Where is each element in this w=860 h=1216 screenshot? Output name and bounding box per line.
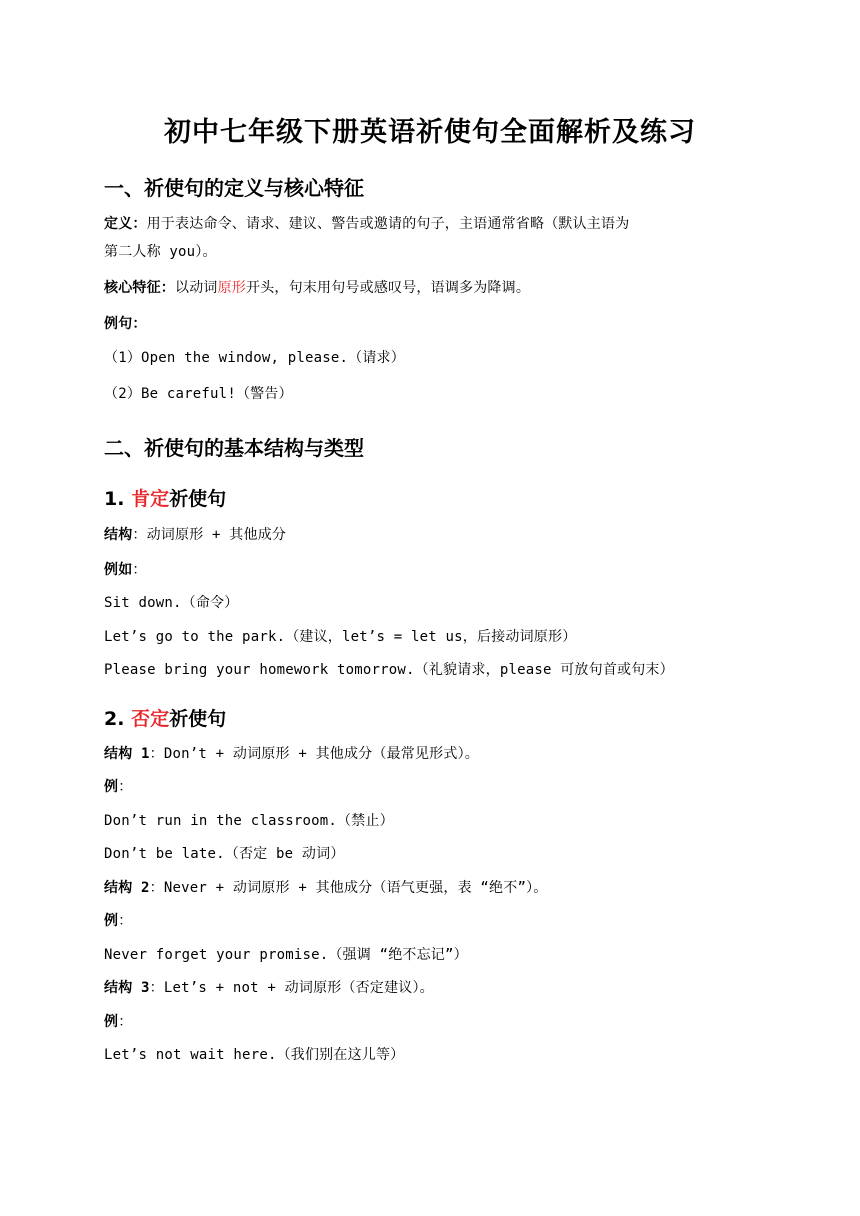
definition-line-2: 第二人称 you）。	[104, 244, 217, 260]
feature-label: 核心特征：	[104, 280, 175, 296]
structure-text: ：动词原形 + 其他成分	[132, 527, 287, 543]
example-line: Sit down.（命令）	[104, 595, 239, 611]
example-line: （2）Be careful!（警告）	[104, 386, 293, 402]
example-line: Please bring your homework tomorrow.（礼貌请求，please 可放句首或句末）	[104, 662, 674, 678]
example-label: 例：	[104, 913, 133, 929]
subsection-number: 2.	[104, 708, 132, 730]
subsection-1-heading	[104, 484, 226, 511]
definition-line-1	[104, 213, 629, 233]
example-line: Don’t be late.（否定 be 动词）	[104, 846, 345, 862]
section-1-heading: 一、祈使句的定义与核心特征	[104, 176, 364, 200]
example-line: Don’t run in the classroom.（禁止）	[104, 813, 394, 829]
structure-label: 结构 3	[104, 980, 150, 996]
feature-line	[104, 277, 530, 297]
feature-text-highlight: 原形	[217, 280, 247, 296]
subsection-title: 祈使句	[169, 708, 227, 730]
subsection-2-heading	[104, 704, 226, 731]
subsection-title: 祈使句	[169, 488, 227, 510]
example-line: Let’s go to the park.（建议，let’s = let us，后接动词原形）	[104, 629, 577, 645]
structure-label: 结构	[104, 527, 133, 543]
example-label: 例：	[104, 1014, 133, 1030]
definition-text-1: 用于表达命令、请求、建议、警告或邀请的句子，主语通常省略（默认主语为	[146, 216, 630, 232]
structure-text: ：Never + 动词原形 + 其他成分（语气更强，表 “绝不”）。	[149, 880, 548, 896]
structure-line	[104, 977, 434, 997]
structure-text: ：Don’t + 动词原形 + 其他成分（最常见形式）。	[149, 746, 479, 762]
example-line: Let’s not wait here.（我们别在这儿等）	[104, 1047, 405, 1063]
structure-line	[104, 743, 479, 763]
subsection-number: 1.	[104, 488, 132, 510]
structure-line	[104, 877, 547, 897]
structure-text: ：Let’s + not + 动词原形（否定建议）。	[149, 980, 434, 996]
structure-line	[104, 524, 286, 544]
feature-text-post: 开头，句末用句号或感叹号，语调多为降调。	[246, 280, 531, 296]
example-label: 例如：	[104, 562, 147, 578]
section-2-heading: 二、祈使句的基本结构与类型	[104, 436, 364, 460]
example-label: 例：	[104, 779, 133, 795]
example-line: （1）Open the window, please.（请求）	[104, 350, 405, 366]
subsection-highlight: 否定	[131, 708, 170, 730]
page-title: 初中七年级下册英语祈使句全面解析及练习	[164, 117, 696, 148]
example-label: 例句：	[104, 316, 147, 332]
example-line: Never forget your promise.（强调 “绝不忘记”）	[104, 947, 468, 963]
structure-label: 结构 1	[104, 746, 150, 762]
definition-label: 定义：	[104, 216, 147, 232]
feature-text-pre: 以动词	[175, 280, 218, 296]
subsection-highlight: 肯定	[131, 488, 170, 510]
structure-label: 结构 2	[104, 880, 150, 896]
